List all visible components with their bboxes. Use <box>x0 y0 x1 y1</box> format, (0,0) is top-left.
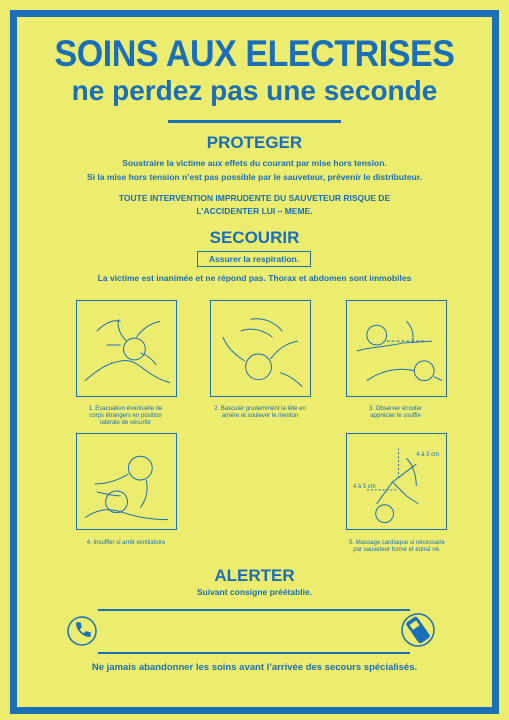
illustration-recovery-position <box>76 300 177 397</box>
proteger-warning-1: TOUTE INTERVENTION IMPRUDENTE DU SAUVETEUR RISQUE DE <box>118 193 391 203</box>
step-1-line-1: 1. Evacuation éventuelle de <box>88 406 163 412</box>
alerter-lower-line <box>98 652 410 654</box>
alerter-heading: ALERTER <box>214 566 295 585</box>
step-5-line-1: 5. Massage cardiaque si nécessaire <box>349 540 445 546</box>
step-5-line-2: par sauveteur formé et entraî né. <box>353 547 441 553</box>
proteger-heading: PROTEGER <box>206 133 303 152</box>
secourir-heading: SECOURIR <box>209 228 300 247</box>
step-2-line-2: arrière et soulever le menton <box>221 413 299 419</box>
alerter-upper-line <box>98 609 410 611</box>
measure-label-top: 4 à 5 cm <box>416 452 440 459</box>
phone-icon <box>66 615 98 647</box>
measure-label-side: 4 à 5 cm <box>352 483 376 490</box>
illustration-rescue-breathing <box>76 433 177 530</box>
proteger-warning-2: L’ACCIDENTER LUI – MEME. <box>196 206 313 216</box>
proteger-line-2: Si la mise hors tension n’est pas possible par le sauveteur, prévenir le distributeur. <box>87 172 422 182</box>
step-3-caption <box>346 406 445 420</box>
illustration-check-breathing <box>346 300 447 397</box>
title-divider <box>168 120 341 123</box>
step-1-line-2: corps étrangers en position <box>89 413 162 419</box>
step-2-caption <box>205 406 315 420</box>
step-1-line-3: latérale de sécurité <box>100 420 151 426</box>
step-4-line-1: 4. Insuffler si arrêt ventilatoire <box>86 540 166 546</box>
mobile-phone-icon <box>400 612 436 648</box>
proteger-line-1: Soustraire la victime aux effets du courant par mise hors tension. <box>122 158 387 168</box>
poster-title: SOINS AUX ELECTRISES <box>54 33 455 74</box>
illustration-cardiac-massage <box>346 433 447 530</box>
step-2-line-1: 2. Basculer prudemment la tête en <box>214 406 306 412</box>
alerter-sub: Suivant consigne préétablie. <box>196 587 313 597</box>
step-5-caption <box>338 540 456 554</box>
poster-subtitle: ne perdez pas une seconde <box>71 75 438 106</box>
step-3-line-1: 3. Observer écouter <box>368 406 423 412</box>
secourir-intro: La victime est inanimée et ne répond pas. Thorax et abdomen sont immobiles <box>97 273 412 283</box>
illustration-head-tilt <box>210 300 311 397</box>
footer-text: Ne jamais abandonner les soins avant l’arrivée des secours spécialisés. <box>91 662 418 673</box>
step-4-caption <box>70 540 182 547</box>
step-3-line-2: apprécier le souffle <box>370 413 421 419</box>
respiration-box-label: Assurer la respiration. <box>197 251 311 267</box>
step-1-caption <box>76 406 175 427</box>
